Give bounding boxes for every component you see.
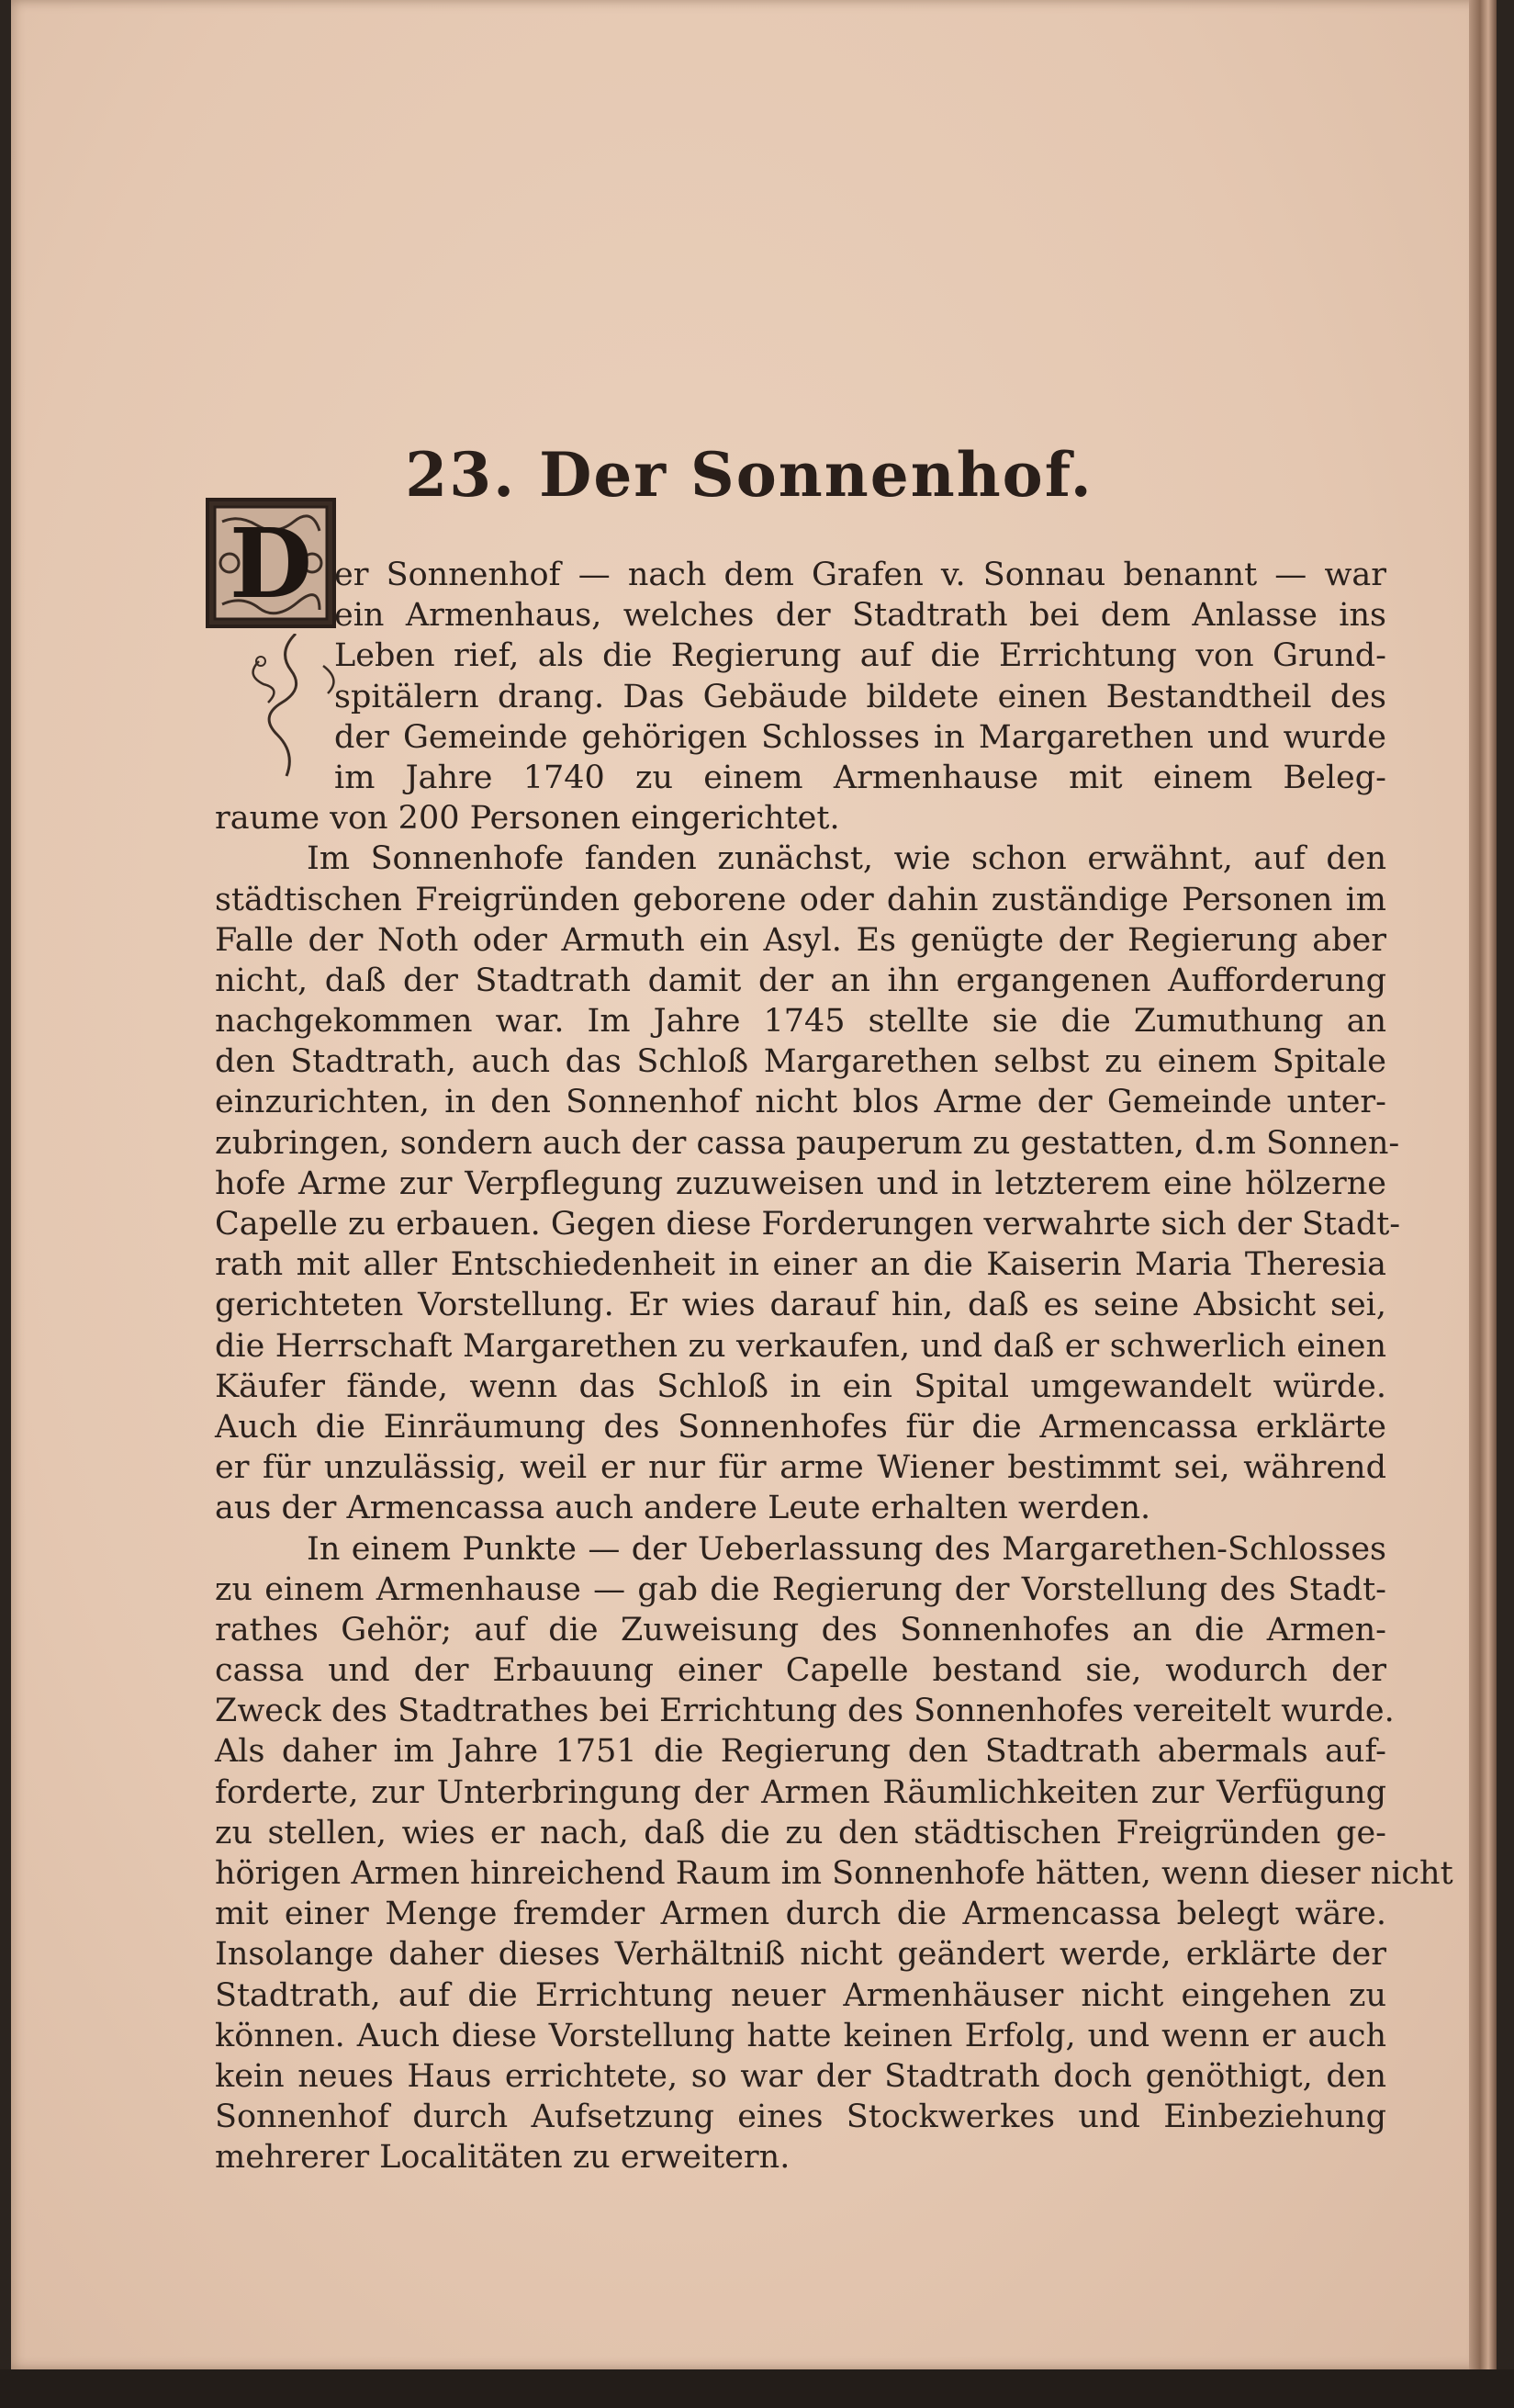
text-line: nachgekommen war. Im Jahre 1745 stellte sie die Zumuthung an	[215, 1003, 1386, 1041]
text-line: Käufer fände, wenn das Schloß in ein Spital umgewandelt würde.	[215, 1367, 1386, 1405]
text-line: kein neues Haus errichtete, so war der Stadtrath doch genöthigt, den	[215, 2057, 1386, 2095]
text-line: Insolange daher dieses Verhältniß nicht geändert werde, erklärte der	[215, 1936, 1386, 1974]
text-line: ein Armenhaus, welches der Stadtrath bei dem Anlasse ins	[334, 597, 1386, 635]
text-line: forderte, zur Unterbringung der Armen Räumlichkeiten zur Verfügung	[215, 1773, 1386, 1811]
body-text	[215, 555, 1453, 2178]
text-line: der Gemeinde gehörigen Schlosses in Margarethen und wurde	[334, 718, 1386, 756]
text-line: Sonnenhof durch Aufsetzung eines Stockwerkes und Einbeziehung	[215, 2099, 1386, 2136]
text-line: zubringen, sondern auch der cassa pauperum zu gestatten, d.m Sonnen-	[215, 1124, 1400, 1162]
text-line: spitälern drang. Das Gebäude bildete einen Bestandtheil des	[334, 678, 1386, 715]
text-line: Im Sonnenhofe fanden zunächst, wie schon erwähnt, auf den	[307, 840, 1386, 878]
text-line: hörigen Armen hinreichend Raum im Sonnenhofe hätten, wenn dieser nicht	[215, 1855, 1453, 1892]
drop-cap-letter: D	[229, 507, 313, 620]
text-line: raume von 200 Personen eingerichtet.	[215, 800, 840, 838]
text-line: er für unzulässig, weil er nur für arme Wiener bestimmt sei, während	[215, 1449, 1386, 1487]
text-line: er Sonnenhof — nach dem Grafen v. Sonnau benannt — war	[334, 557, 1386, 593]
text-line: mehrerer Localitäten zu erweitern.	[215, 2139, 791, 2177]
text-line: rath mit aller Entschiedenheit in einer an die Kaiserin Maria Theresia	[215, 1246, 1386, 1284]
book-page	[11, 0, 1487, 2369]
scan-bottom-border	[0, 2369, 1514, 2408]
text-line: können. Auch diese Vorstellung hatte keinen Erfolg, und wenn er auch	[215, 2017, 1386, 2054]
text-line: die Herrschaft Margarethen zu verkaufen, und daß er schwerlich einen	[215, 1327, 1386, 1365]
text-line: nicht, daß der Stadtrath damit der an ihn ergangenen Aufforderung	[215, 962, 1386, 999]
text-line: rathes Gehör; auf die Zuweisung des Sonnenhofes an die Armen-	[215, 1611, 1386, 1648]
text-line: zu stellen, wies er nach, daß die zu den städtischen Freigründen ge-	[215, 1814, 1386, 1851]
text-line: hofe Arme zur Verpflegung zuzuweisen und in letzterem eine hölzerne	[215, 1165, 1386, 1202]
text-line: gerichteten Vorstellung. Er wies darauf hin, daß es seine Absicht sei,	[215, 1287, 1386, 1324]
text-line: Als daher im Jahre 1751 die Regierung den Stadtrath abermals auf-	[215, 1733, 1386, 1771]
text-line: In einem Punkte — der Ueberlassung des Margarethen-Schlosses	[307, 1530, 1386, 1568]
text-line: einzurichten, in den Sonnenhof nicht blos Arme der Gemeinde unter-	[215, 1084, 1386, 1121]
text-line: Leben rief, als die Regierung auf die Errichtung von Grund-	[334, 637, 1386, 675]
text-line: den Stadtrath, auch das Schloß Margarethen selbst zu einem Spitale	[215, 1043, 1386, 1081]
text-line: Stadtrath, auf die Errichtung neuer Armenhäuser nicht eingehen zu	[215, 1976, 1386, 2014]
text-line: im Jahre 1740 zu einem Armenhause mit einem Beleg-	[334, 759, 1386, 796]
chapter-title: 23. Der Sonnenhof.	[405, 439, 1093, 511]
text-line: städtischen Freigründen geborene oder dahin zuständige Personen im	[215, 881, 1386, 918]
text-line: Falle der Noth oder Armuth ein Asyl. Es genügte der Regierung aber	[215, 921, 1386, 959]
text-line: zu einem Armenhause — gab die Regierung der Vorstellung des Stadt-	[215, 1570, 1386, 1608]
text-line: Zweck des Stadtrathes bei Errichtung des Sonnenhofes vereitelt wurde.	[215, 1693, 1395, 1730]
text-line: Auch die Einräumung des Sonnenhofes für die Armencassa erklärte	[215, 1408, 1386, 1446]
text-line: aus der Armencassa auch andere Leute erhalten werden.	[215, 1490, 1151, 1527]
text-line: mit einer Menge fremder Armen durch die Armencassa belegt wäre.	[215, 1896, 1386, 1933]
page-edge	[1469, 0, 1497, 2388]
text-line: cassa und der Erbauung einer Capelle bestand sie, wodurch der	[215, 1652, 1386, 1690]
text-line: Capelle zu erbauen. Gegen diese Forderungen verwahrte sich der Stadt-	[215, 1206, 1401, 1243]
